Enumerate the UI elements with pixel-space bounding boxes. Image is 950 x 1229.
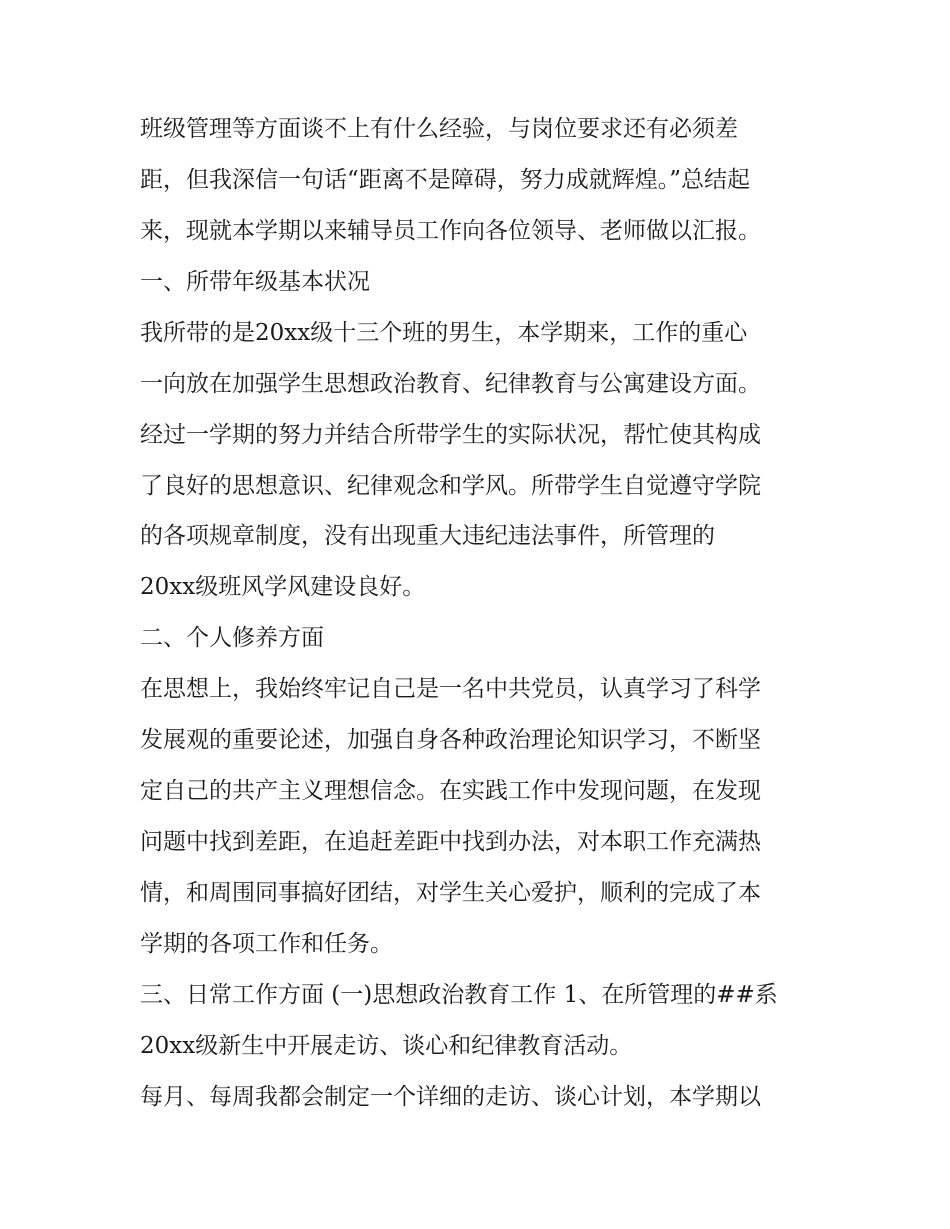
section-heading-1: 一、所带年级基本状况 [140, 269, 370, 295]
section-heading-2: 二、个人修养方面 [140, 625, 324, 651]
body-text-line: 问题中找到差距，在追赶差距中找到办法，对本职工作充满热 [140, 829, 761, 855]
body-text-line: 来，现就本学期以来辅导员工作向各位领导、老师做以汇报。 [140, 218, 761, 244]
body-text-line: 经过一学期的努力并结合所带学生的实际状况，帮忙使其构成 [140, 422, 761, 448]
body-text-line: 学期的各项工作和任务。 [140, 931, 393, 957]
section-heading-3: 三、日常工作方面 (一)思想政治教育工作 1、在所管理的##系 [140, 982, 778, 1008]
body-text-line: 一向放在加强学生思想政治教育、纪律教育与公寓建设方面。 [140, 371, 761, 397]
body-text-line: 班级管理等方面谈不上有什么经验，与岗位要求还有必须差 [140, 116, 738, 142]
body-text-line: 定自己的共产主义理想信念。在实践工作中发现问题，在发现 [140, 778, 761, 804]
body-text-line: 情，和周围同事搞好团结，对学生关心爱护，顺利的完成了本 [140, 880, 761, 906]
body-text-line: 20xx级班风学风建设良好。 [140, 574, 426, 600]
body-text-line: 在思想上，我始终牢记自己是一名中共党员，认真学习了科学 [140, 676, 761, 702]
body-text-line: 了良好的思想意识、纪律观念和学风。所带学生自觉遵守学院 [140, 473, 761, 499]
body-text-line: 20xx级新生中开展走访、谈心和纪律教育活动。 [140, 1033, 633, 1059]
body-text-line: 距，但我深信一句话“距离不是障碍，努力成就辉煌。”总结起 [140, 167, 751, 193]
body-text-line: 我所带的是20xx级十三个班的男生，本学期来，工作的重心 [140, 320, 748, 346]
body-text-line: 每月、每周我都会制定一个详细的走访、谈心计划，本学期以 [140, 1084, 761, 1110]
body-text-line: 发展观的重要论述，加强自身各种政治理论知识学习，不断坚 [140, 727, 761, 753]
body-text-line: 的各项规章制度，没有出现重大违纪违法事件，所管理的 [140, 523, 715, 549]
